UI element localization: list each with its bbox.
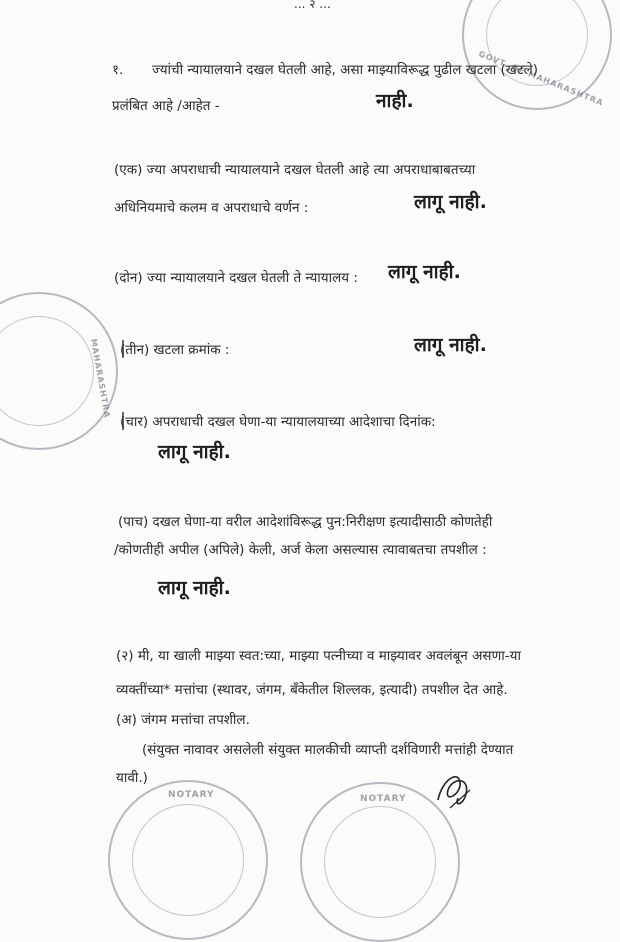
- q2-line-4: (संयुक्त नावावर असलेली संयुक्त मालकीची व्याप्ती दर्शविणारी मत्तांही देण्यात: [142, 742, 514, 758]
- don-answer: लागू नाही.: [388, 261, 461, 283]
- ek-line-1: (एक) ज्या अपराधाची न्यायालयाने दखल घेतली आहे त्या अपराधाबाबतच्या: [114, 162, 476, 178]
- teen-answer: लागू नाही.: [414, 334, 487, 356]
- char-line-1: (चार) अपराधाची दखल घेणा-या न्यायालयाच्या आदेशाचा दिनांक:: [120, 414, 436, 430]
- pach-answer: लागू नाही.: [158, 577, 231, 599]
- q1-line-2: प्रलंबित आहे /आहेत -: [112, 98, 220, 114]
- notary-seal-bottom-left: [108, 780, 268, 940]
- notary-seal-top-right: [462, 0, 612, 110]
- pach-line-1: (पाच) दखल घेणा-या वरील आदेशांविरूद्ध पुन:निरीक्षण इत्यादीसाठी कोणतेही: [118, 514, 493, 530]
- ek-line-2: अधिनियमाचे कलम व अपराधाचे वर्णन :: [114, 200, 309, 216]
- q1-line-1: ज्यांची न्यायालयाने दखल घेतली आहे, असा माझ्याविरूद्ध पुढील खटला (खटले): [152, 62, 539, 78]
- seal-text: NOTARY: [168, 790, 215, 800]
- ek-answer: लागू नाही.: [414, 191, 487, 213]
- page-number: ... २ ...: [294, 0, 331, 11]
- q2-line-1: (२) मी, या खाली माझ्या स्वत:च्या, माझ्या पत्नीच्या व माझ्यावर अवलंबून असणा-या: [116, 648, 521, 664]
- q2-line-3: (अ) जंगम मत्तांचा तपशील.: [116, 712, 250, 728]
- seal-text: NOTARY: [360, 794, 407, 804]
- don-line-1: (दोन) ज्या न्यायालयाने दखल घेतली ते न्यायालय :: [114, 270, 358, 286]
- teen-line-1: (तीन) खटला क्रमांक :: [120, 342, 230, 358]
- seal-text: GOVT. OF MAHARASHTRA: [477, 49, 605, 108]
- pach-line-2: /कोणतीही अपील (अपिले) केली, अर्ज केला असल्यास त्यावाबतचा तपशील :: [114, 542, 487, 558]
- q2-line-5: यावी.): [116, 770, 148, 786]
- char-answer: लागू नाही.: [158, 441, 231, 463]
- seal-text: MAHARASHTRA: [88, 338, 112, 419]
- q1-number: १.: [112, 62, 124, 78]
- q2-line-2: व्यक्तींच्या* मत्तांचा (स्थावर, जंगम, बँकेतील शिल्लक, इत्यादी) तपशील देत आहे.: [116, 682, 508, 698]
- notary-seal-left: [0, 292, 118, 450]
- q1-answer: नाही.: [376, 90, 414, 112]
- signature: [430, 760, 480, 820]
